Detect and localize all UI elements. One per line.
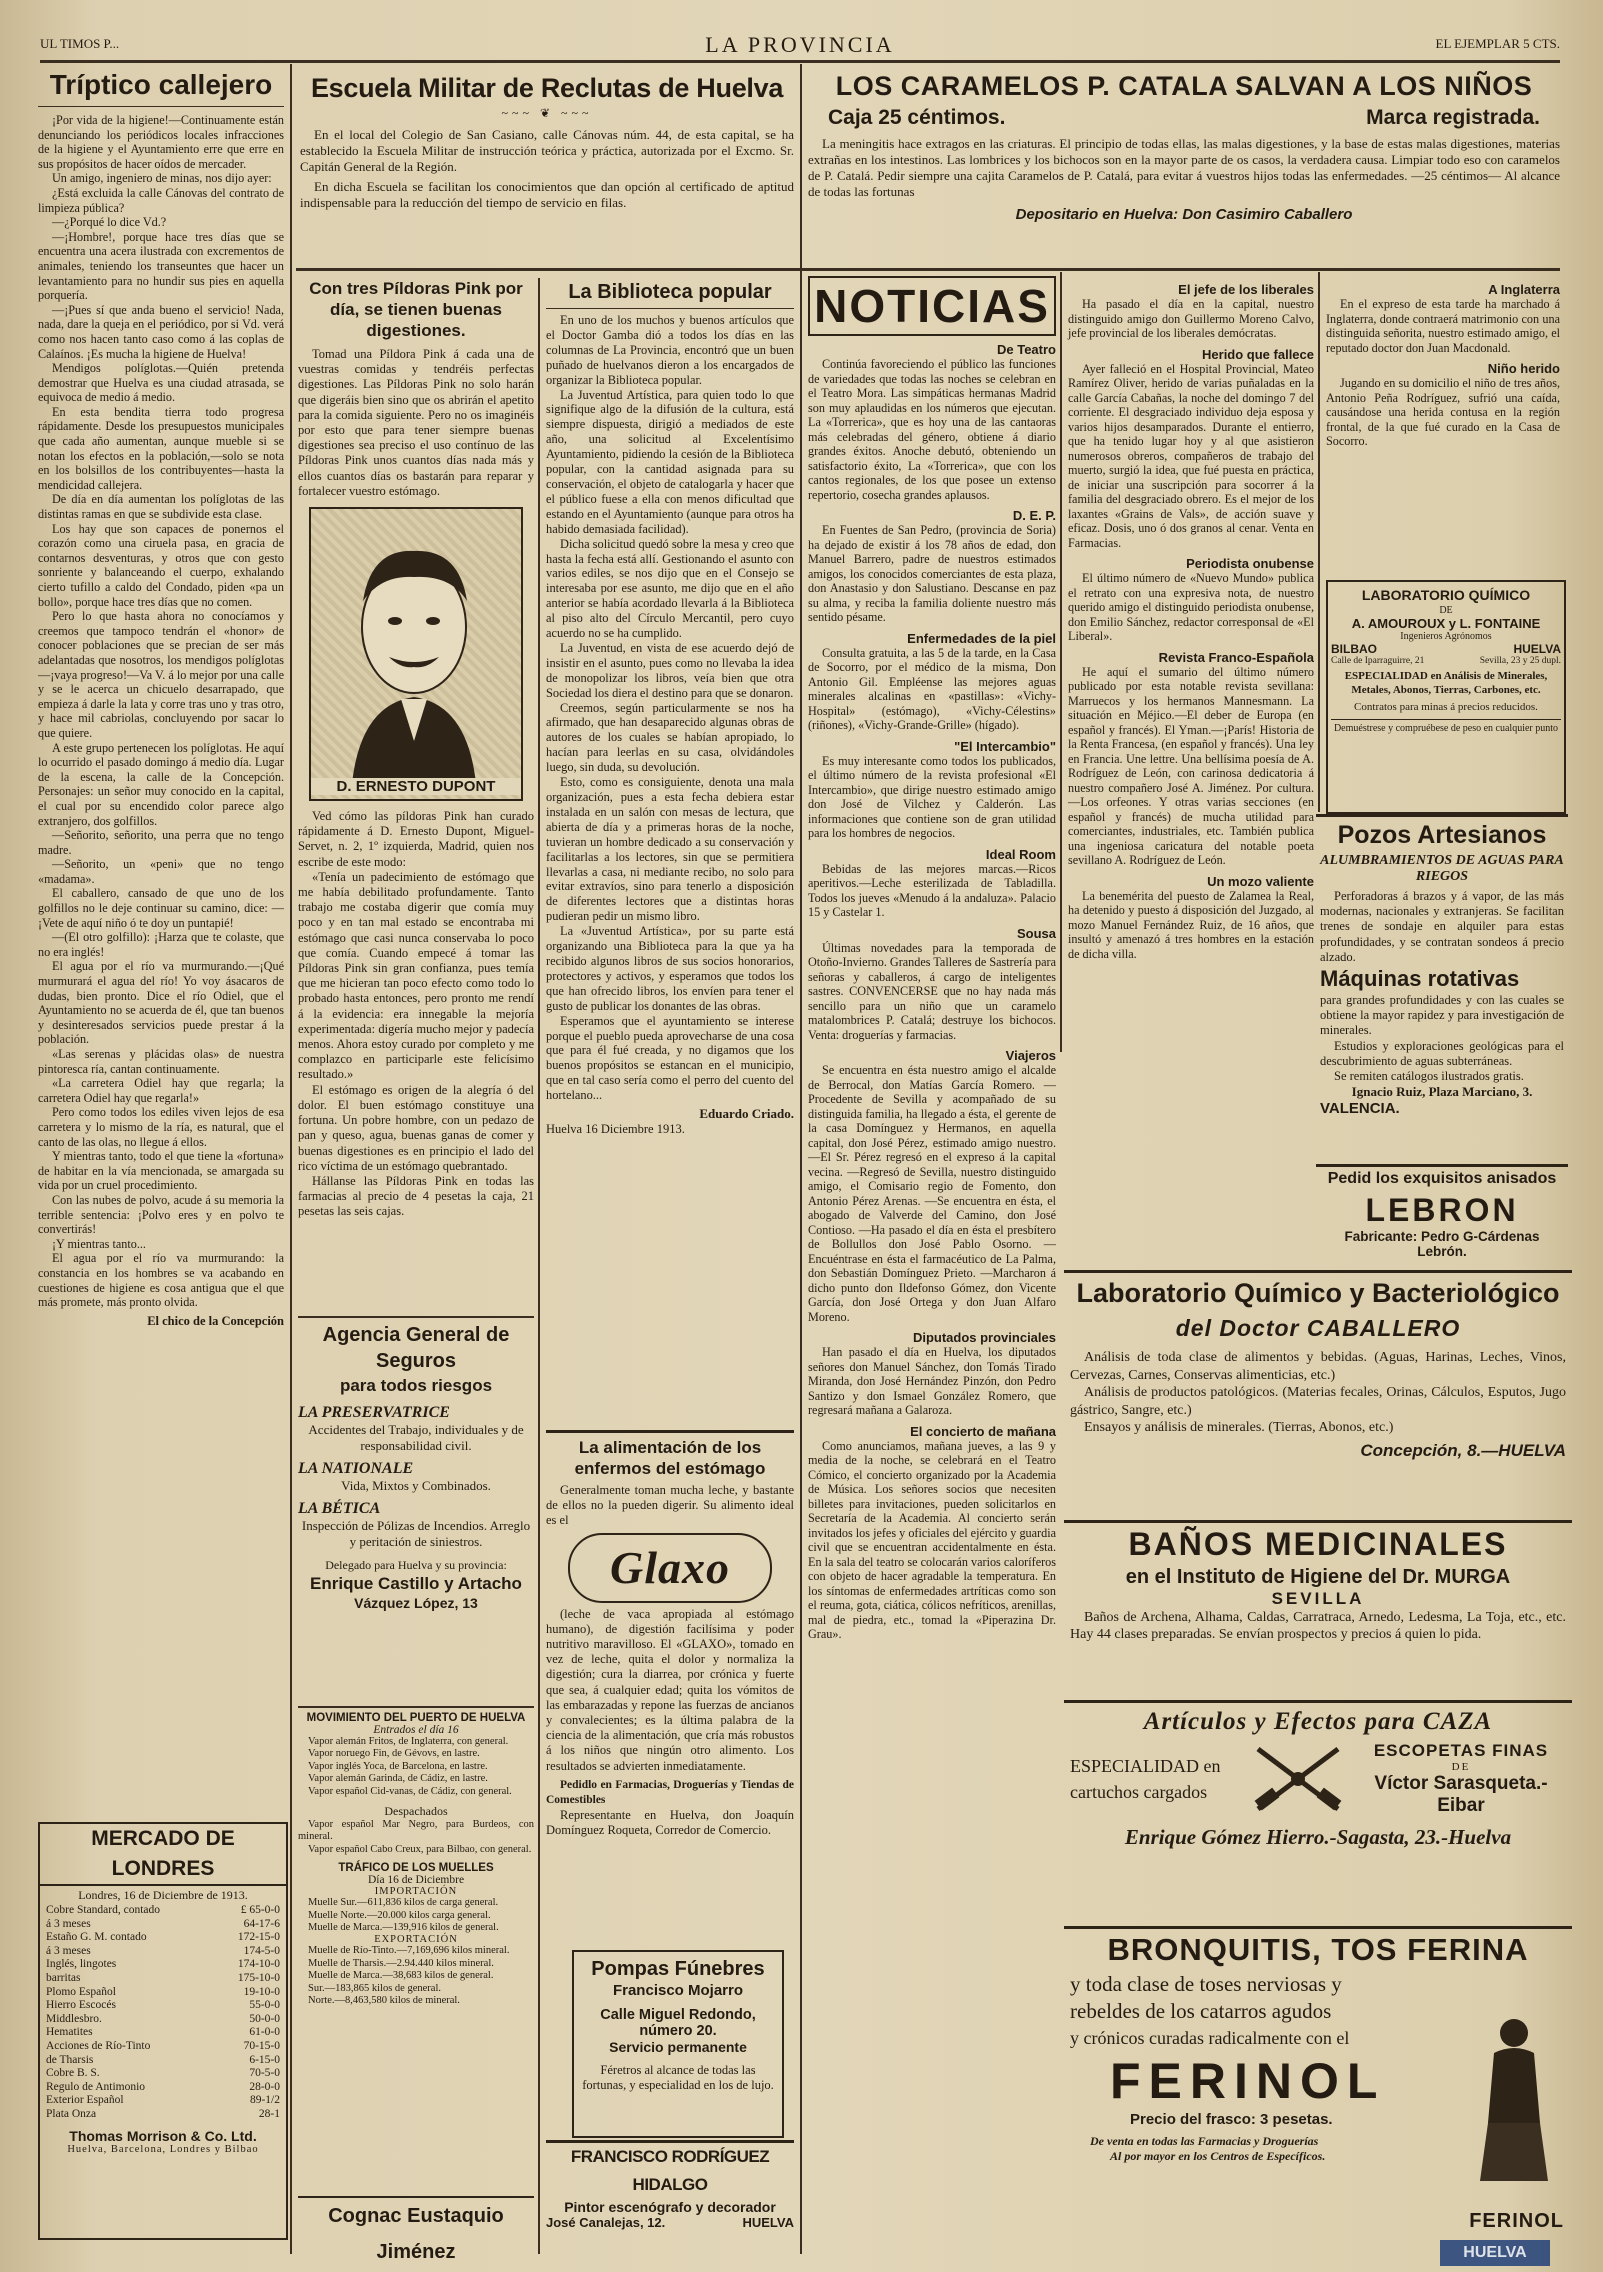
lebron-pre: Pedid los exquisitos anisados [1327, 1170, 1557, 1187]
caballero-ad [1064, 1270, 1572, 1509]
column-rule [538, 278, 540, 2254]
mercado-firm: Thomas Morrison & Co. Ltd. [69, 2127, 257, 2144]
mercado-row [46, 1972, 280, 1986]
caza-dealer: Enrique Gómez Hierro.-Sagasta, 23.-Huelva [1124, 1825, 1512, 1849]
col5-items [1068, 282, 1314, 961]
triptico-paragraph: Mendigos políglotas.—Quién pretenda demostrar que Huelva es una ciudad atrasada, se equivoca de medio á medio. [38, 361, 284, 405]
mercado-label: Hierro Escocés [46, 1999, 116, 2012]
biblioteca-paragraph: Esperamos que el ayuntamiento se interese porque el pueblo pueda aprovecharse de una cosa que para él fué creada, y no digamos que los buenos propósitos se estancan en el municipio, que en tal caso sería como el perro del cuento del hortelano... [546, 1013, 794, 1103]
col6-news [1326, 276, 1560, 566]
glaxo-logo [568, 1533, 772, 1603]
mercado-label: Hematites [46, 2026, 93, 2039]
triptico-signature: El chico de la Concepción [147, 1313, 284, 1328]
agencia-title: Agencia General de Seguros [322, 1324, 510, 1372]
amouroux-esp: ESPECIALIDAD en Análisis de Minerales, Metales, Abonos, Tierras, Carbones, etc. [1344, 670, 1548, 696]
mercado-label: Cobre Standard, contado [46, 1904, 161, 1916]
pozos-title: Pozos Artesianos [1337, 821, 1547, 849]
triptico-paragraph: «Las serenas y plácidas olas» de nuestra pintoresca ría, cantan continuamente. [38, 1047, 284, 1076]
triptico-paragraph: «La carretera Odiel hay que regarla; la carretera Odiel hay que regarla!» [38, 1076, 284, 1105]
masthead-rule [40, 60, 1560, 63]
puerto-line: Muelle de Marca.—139,916 kilos de general. [308, 1922, 499, 1934]
triptico-paragraph: Pero como todos los ediles viven lejos de esa carretera y lo mismo de la ría, es natural, que el canto de las olas, no llegue á ellos. [38, 1105, 284, 1149]
mercado-value: 174-5-0 [243, 1944, 280, 1957]
ferinol-text3: y crónicos curadas radicalmente con el [1070, 2028, 1350, 2048]
lebron-ad [1316, 1164, 1568, 1267]
escuela-article [300, 66, 794, 272]
pink-p2: Ved cómo las píldoras Pink han curado rápidamente á D. Ernesto Dupont, Miguel-Servet, n. 2, 1º izquierda, Madrid, quien nos escribe de este modo: [298, 809, 534, 869]
column-rule [1060, 272, 1062, 1052]
amouroux-addrs [1331, 656, 1561, 666]
triptico-paragraph: El agua por el río va murmurando: la constancia en los hombres se va acabando en cuestiones de higiene es cosa antigua que el que más promete, más pronto olvida. [38, 1251, 284, 1310]
hidalgo-address-row [546, 2215, 794, 2230]
caballero-address: Concepción, 8.—HUELVA [1360, 1440, 1566, 1460]
ferinol-venta1: De venta en todas las Farmacias y Droguerías [1090, 2134, 1319, 2148]
puerto-line: Vapor español Cid-vanas, de Cádiz, con general. [308, 1785, 512, 1797]
news-text: El último número de «Nuevo Mundo» publica el retrato con una expresiva nota, de nuestro querido amigo el distinguido periodista onubense, don Emilio Sánchez, redactor corresponsal de «El Liberal». [1068, 571, 1314, 643]
catala-title: LOS CARAMELOS P. CATALA SALVAN A LOS NIÑOS [835, 71, 1533, 101]
glaxo-intro: Generalmente toman mucha leche, y bastante de ellos no la pueden digerir. Su alimento ideal es el [546, 1483, 794, 1528]
mercado-value: 6-15-0 [249, 2053, 280, 2066]
exportacion-title: EXPORTACIÓN [374, 1934, 458, 1946]
caza-de: DE [1451, 1761, 1471, 1773]
trafico-date: Día 16 de Diciembre [367, 1874, 465, 1887]
news-head: Enfermedades de la piel [907, 630, 1056, 646]
company-name: LA NATIONALE [298, 1460, 414, 1477]
biblioteca-paragraph: Esto, como es consiguiente, denota una mala organización, pues a esta fecha debiera estar instalada en un salón con mesas de lectura, que abierta de día y a primeras horas de la noche, tuvieran un hombre dedicado a su conservación y facilitarlas a los lectores, sin que se permitiera llevarlas a casa, ni mediante recibo, no solo para evitar extravíos, sino para tenerlo a disposición de diferentes lectores que a distintas horas pudieran pedir un mismo libro. [546, 775, 794, 924]
mercado-row [46, 2054, 280, 2068]
mercado-cities: Huelva, Barcelona, Londres y Bilbao [67, 2143, 259, 2155]
news-head: Viajeros [1005, 1048, 1056, 1063]
puerto-subtitle: Entrados el día 16 [373, 1724, 459, 1736]
news-text: La benemérita del puesto de Zalamea la Real, ha detenido y puesto á disposición del Juzgado, al mozo Manuel Fernández Ruiz, de 16 años, que insultó y amenazó á tres hombres en la estación de dicha villa. [1068, 888, 1314, 961]
company-name: LA PRESERVATRICE [298, 1404, 450, 1421]
triptico-paragraph: Un amigo, ingeniero de minas, nos dijo ayer: [52, 171, 272, 186]
caza-ad [1064, 1700, 1572, 1921]
puerto-line: Norte.—8,463,580 kilos de mineral. [308, 1995, 460, 2007]
caballero-line: Análisis de productos patológicos. (Materias fecales, Orinas, Cálculos, Esputos, Jugo gástrico, Sangre, etc.) [1070, 1385, 1566, 1418]
agencia-delegado: Delegado para Huelva y su provincia: [325, 1558, 507, 1572]
caza-right [1356, 1741, 1566, 1817]
mercado-label: Plata Onza [46, 2107, 97, 2120]
mercado-label: Cobre B. S. [46, 2067, 100, 2080]
glaxo-body: (leche de vaca apropiada al estómago humano), de digestión facilísima y poder nutritivo maravilloso. El «GLAXO», tomado en vez de leche, quita el dolor y normaliza la digestión; cura la diarrea, por crónica y fuerte que sea, á cualquier edad; quita los vómitos de las embarazadas y repone las fuerzas de ancianos y convalecientes; es la última palabra de la ciencia de la alimentación, que cría más robustos á los niños que ningún otro alimento. Los resultados se advierten inmediatamente. [546, 1606, 794, 1773]
hidalgo-ad [546, 2140, 794, 2239]
biblioteca-body [546, 313, 794, 1103]
pozos-ad [1316, 814, 1568, 1157]
ferinol-ad [1064, 1926, 1572, 2239]
puerto-importacion [298, 1897, 534, 1934]
triptico-paragraph: —¿Porqué lo dice Vd.? [52, 215, 167, 230]
mercado-label: Exterior Español [46, 2094, 124, 2107]
mercado-value: 174-10-0 [237, 1958, 280, 1971]
caza-left [1070, 1753, 1240, 1805]
caza-row [1070, 1741, 1566, 1817]
noticias-title: NOTICIAS [808, 276, 1056, 336]
mercado-title: MERCADO DE LONDRES [40, 1824, 286, 1886]
news-text: Continúa favoreciendo el público las funciones de variedades que todas las noches se celebran en el Teatro Mora. Las simpáticas hermanas Madrid son muy aplaudidas en los números que ejecutan. La «Torrerica», que es hoy una de las cantaoras más celebradas del género, obtiene á diario grandes éxitos. Anoche debutó, obteniendo un satisfactorio éxito, La «Torrerica», que con los cantos regionales, de los que posee un extenso repertorio, cosecha grandes aplausos. [808, 357, 1056, 502]
news-head: De Teatro [997, 342, 1056, 357]
mercado-label: Acciones de Río-Tinto [46, 2039, 151, 2052]
caballero-sub: del Doctor CABALLERO [1175, 1315, 1461, 1341]
news-head: Un mozo valiente [1207, 873, 1314, 889]
ferinol-text1: y toda clase de toses nerviosas y [1070, 1972, 1342, 1996]
catala-caja: Caja 25 céntimos. [828, 106, 1006, 129]
triptico-paragraph: Los hay que son capaces de ponernos el corazón como una ciruela pasa, en gracia de contarnos desventuras, y otros que con gesto sonriente y balanceando el cuerpo, exhalando cierto tufillo a caldo del Condado, piden «pa un bollo», porque hace tres días que no comen. [38, 521, 284, 609]
puerto-line: Sur.—183,865 kilos de general. [308, 1982, 441, 1994]
mercado-row [46, 1931, 280, 1945]
news-text: En Fuentes de San Pedro, (provincia de Soria) ha dejado de existir á los 78 años de edad, don Manuel Barrero, padre de nuestros estimados amigos, los conocidos comerciantes de esta plaza, don Anastasio y don Salustiano. Descanse en paz su alma, y reciba la familia doliente nuestro más sentido pésame. [808, 523, 1056, 624]
addr-right: Sevilla, 23 y 25 dupl. [1479, 656, 1561, 666]
ferinol-name: FERINOL [1110, 2053, 1386, 2109]
hidalgo-address: José Canalejas, 12. [546, 2215, 666, 2230]
biblioteca-paragraph: La «Juventud Artística», por su parte está organizando una Biblioteca para la que ya ha recibido algunos libros de sus socios honorarios, protectores y activos, y esperamos que todos los que han ofrecido libros, los envíen para tener el gusto de publicar los donantes de las obras. [546, 924, 794, 1013]
ferinol-text2: rebeldes de los catarros agudos [1070, 1999, 1332, 2023]
agencia-address: Vázquez López, 13 [354, 1595, 478, 1611]
biblioteca-article [546, 278, 794, 1418]
agencia-name: Enrique Castillo y Artacho [310, 1574, 522, 1593]
murga-city: SEVILLA [1271, 1589, 1365, 1608]
puerto-line: Vapor español Mar Negro, para Burdeos, con mineral. [298, 1819, 534, 1843]
news-head: Diputados provinciales [912, 1330, 1056, 1345]
amouroux-cities [1331, 642, 1561, 656]
triptico-paragraph: —(El otro golfillo): ¡Harza que te colaste, que no era inglés! [38, 930, 284, 959]
mercado-value: 70-15-0 [243, 2039, 280, 2052]
news-head: Herido que fallece [1202, 346, 1314, 362]
mercado-label: barritas [46, 1971, 81, 1984]
mercado-label: Inglés, lingotes [46, 1958, 117, 1971]
triptico-paragraph: Con las nubes de polvo, acude á su memoria la terrible sentencia: ¡Polvo eres y en polvo te convertirás! [38, 1192, 284, 1237]
biblioteca-paragraph: La Juventud Artística, para quien todo lo que signifique algo de la difusión de la cultura, está siempre dispuesta, dirigió a mediados de este año, una solicitud al Excelentísimo Ayuntamiento, pidiendo la cesión de la Biblioteca popular, con la cantidad asignada para su conservación, el objeto de catalogarla y hacer que el público fuese a ella con menos dificultad que estando en el Ayuntamiento (aunque para otros ha habido demasiada facilidad). [546, 387, 794, 536]
column-rule [290, 64, 292, 2254]
biblioteca-paragraph: Dicha solicitud quedó sobre la mesa y creo que hasta la fecha está allí. Gestionando el asunto con varios ediles, se nos dijo que en el Consejo se interesaba por ese asunto, me dijo que en el año anterior se había acordado llevarla á la Biblioteca al piso alto del Círculo Mercantil, pero cuyo acuerdo no se ha cumplido. [546, 536, 794, 641]
pozos-maquinas: Máquinas rotativas [1320, 966, 1520, 992]
archive-watermark: HUELVA [1440, 2240, 1550, 2266]
triptico-body [38, 113, 284, 1310]
news-text: Es muy interesante como todos los publicados, el último número de la revista profesional «El Intercambio», que dirige nuestro estimado amigo don José de Vilchez y Calderón. Las informaciones que contiene son de gran utilidad para los hombres de negocios. [808, 753, 1056, 840]
pozos-maquinas-rest: para grandes profundidades y con las cuales se obtiene la mayor rapidez y para investigación de minerales. [1320, 993, 1564, 1038]
puerto-line: Muelle de Tharsis.—2.94.440 kilos mineral. [308, 1957, 494, 1969]
caballero-line: Ensayos y análisis de minerales. (Tierras, Abonos, etc.) [1084, 1420, 1394, 1435]
triptico-paragraph: ¡Y mientras tanto... [52, 1236, 146, 1251]
puerto-article [298, 1706, 534, 2186]
catala-rule [800, 268, 1560, 271]
escuela-rule [296, 268, 800, 271]
news-head: A Inglaterra [1488, 282, 1560, 297]
puerto-line: Muelle Sur.—611,836 kilos de carga general. [308, 1897, 499, 1909]
mercado-row [46, 2026, 280, 2040]
biblioteca-paragraph: En uno de los muchos y buenos artículos que el Doctor Gamba dió a todos los días en las columnas de La Provincia, encontró que un buen puñado de huelvanos dieron a los encargados de organizar la Biblioteca popular. [546, 313, 794, 387]
mercado-row [46, 1999, 280, 2013]
mercado-row [46, 1904, 280, 1918]
puerto-line: Vapor español Cabo Creux, para Bilbao, con general. [308, 1843, 532, 1855]
catala-text: La meningitis hace extragos en las criaturas. El principio de todas ellas, las malas digestiones, y la base de estas malas digestiones, materias extrañas en los intestinos. Las lombrices y los bichocos son en la mayor parte de os casos, la verdadera causa. Limpiar todo eso con caramelos de P. Catalá. Pedir siempre una cajita Caramelos de P. Catalá, para evitar á vuestros hijos todas las enfermedades. —25 céntimos— Al alcance de todas las fortunas [808, 136, 1560, 199]
woman-figure-icon [1474, 2013, 1554, 2183]
pozos-name: Ignacio Ruiz, Plaza Marciano, 3. [1351, 1084, 1533, 1100]
murga-sub: en el Instituto de Higiene del Dr. MURGA [1125, 1566, 1511, 1588]
news-text: Bebidas de las mejores marcas.—Ricos aperitivos.—Leche esterilizada de Tabladilla. Todos los jueves «Menudo á la andaluza». Palacio 15 y Castelar 1. [808, 861, 1056, 919]
divider [298, 1706, 534, 1708]
triptico-paragraph: —¡Pues sí que anda bueno el servicio! Nada, nada, dare la queja en el periódico, por si Vd. verá como nos hacen tanto caso como á las coplas de Calaínos. ¡Es mucha la higiene de Huelva! [38, 302, 284, 361]
news-head: Niño herido [1487, 361, 1560, 376]
puerto-exportacion [298, 1945, 534, 2007]
lebron-name: LEBRON [1365, 1192, 1519, 1228]
triptico-paragraph: ¿Está excluida la calle Cánovas del contrato de limpieza pública? [38, 185, 284, 215]
mercado-row [46, 1945, 280, 1959]
cognac-text: Cognac Eustaquio Jiménez [328, 2205, 504, 2263]
caballero-title: Laboratorio Químico y Bacteriológico [1076, 1278, 1560, 1308]
divider [298, 1316, 534, 1318]
mercado-row [46, 2067, 280, 2081]
pozos-text2: Estudios y exploraciones geológicas para el descubrimiento de aguas subterráneas. [1320, 1038, 1564, 1068]
mercado-value: 172-15-0 [237, 1931, 280, 1944]
mercado-row [46, 2081, 280, 2095]
pompas-ad [572, 1950, 784, 2138]
pink-title: Con tres Píldoras Pink por día, se tienen buenas digestiones. [309, 279, 523, 340]
mercado-row [46, 2013, 280, 2027]
puerto-line: Muelle de Río-Tinto.—7,169,696 kilos mineral. [308, 1945, 510, 1957]
escuela-p1: En el local del Colegio de San Casiano, calle Cánovas núm. 44, de esta capital, se ha establecido la Escuela Militar de instrucción teórica y práctica, autorizada por el Excmo. Sr. Capitán General de la Región. [300, 127, 794, 174]
mercado-row [46, 1958, 280, 1972]
puerto-line: Muelle de Marca.—38,683 kilos de general. [308, 1970, 494, 1982]
amouroux-names: A. AMOUROUX y L. FONTAINE [1351, 616, 1541, 631]
mercado-box [38, 1822, 288, 2240]
news-text: Se encuentra en ésta nuestro amigo el alcalde de Berrocal, don Matías García Romero. —Procedente de Sevilla y acompañado de su distinguida familia, ha llegado a ésta, el gerente de la casa Domínguez y Hermanos, en aquella capital, don José Pérez, estimado amigo nuestro. —El Sr. Pérez regresó en el expreso á la capital vecina. —Regresó de Sevilla, nuestro distinguido amigo, el Comisario regio de Fomento, don Antonio Pérez Arenas. —Se encuentra en ésta, el abogado de Valverde del Camino, don José Contioso. —Ha pasado el día en ésta el presbítero de Bollullos don José Pablo Osorno. —Encuéntrase en ésta el farmacéutico de La Palma, don Sebastián Domínguez Prieto. —Marcharon á dicho punto don Ildefonso Gómez, don Vicente García, don José Ortega y don Juan Alfaro Moreno. [808, 1063, 1056, 1324]
pink-p1: Tomad una Píldora Pink á cada una de vuestras comidas y tendréis perfectas digestiones. Las Píldoras Pink no solo harán que digeráis bien sino que os abrirán el apetito para la comida siguiente. Pero no os imaginéis por esto que para tener siempre buenas digestiones sea preciso el uso contínuo de las Píldoras Pink unos cuantos días nada más y ellos cuantos días os bastarán para reparar y fortalecer vuestro estómago. [298, 347, 534, 498]
masthead-right-ear: EL EJEMPLAR 5 CTS. [1435, 36, 1560, 51]
caballero-line: Análisis de toda clase de alimentos y bebidas. (Aguas, Harinas, Leches, Vinos, Cervezas, Carnes, Conservas alimenticias, etc.) [1070, 1350, 1566, 1383]
catala-depositario: Depositario en Huelva: Don Casimiro Caballero [1015, 206, 1353, 223]
caza-title: Artículos y Efectos para CAZA [1143, 1708, 1493, 1735]
mercado-row [46, 1918, 280, 1932]
news-text: Últimas novedades para la temporada de Otoño-Invierno. Grandes Talleres de Sastrería para señoras y caballeros, á cargo de inteligentes sastres. CONVENCERSE que no hay nada más sencillo para un niño que un caramelo matalombrices P. Catalá; destruye los bichocos. Venta: droguerías y farmacias. [808, 940, 1056, 1042]
news-text: Ha pasado el día en la capital, nuestro distinguido amigo don Guillermo Moreno Calvo, jefe provincial de los liberales demócratas. [1068, 297, 1314, 340]
pozos-city: VALENCIA. [1320, 1100, 1400, 1118]
puerto-entradas [298, 1736, 534, 1798]
puerto-line: Vapor alemán Garinda, de Cádiz, en lastre. [308, 1773, 488, 1785]
triptico-paragraph: Y mientras tanto, todo el que tiene la «fortuna» de habitar en la vía mencionada, se amargada su vida por un cruel procedimiento. [38, 1149, 284, 1193]
column-rule [800, 64, 802, 2254]
mercado-label: de Tharsis [46, 2053, 94, 2066]
company-desc: Vida, Mixtos y Combinados. [341, 1478, 491, 1493]
mercado-row [46, 2108, 280, 2122]
mercado-value: £ 65-0-0 [240, 1904, 280, 1916]
pompas-address: Calle Miguel Redondo, número 20. [600, 2007, 756, 2039]
news-head: "El Intercambio" [954, 738, 1056, 754]
ferinol-venta2: Al por mayor en los Centros de Específicos. [1110, 2149, 1326, 2163]
caza-escopetas: ESCOPETAS FINAS [1373, 1741, 1549, 1760]
hidalgo-city: HUELVA [742, 2215, 794, 2230]
glaxo-logo-text: Glaxo [610, 1542, 730, 1594]
mercado-value: 61-0-0 [249, 2026, 280, 2039]
glaxo-title: La alimentación de los enfermos del estómago [574, 1438, 766, 1478]
news-head: Ideal Room [985, 846, 1056, 862]
ferinol-price: Precio del frasco: 3 pesetas. [1130, 2111, 1333, 2128]
cognac-ad [298, 2196, 534, 2263]
news-text: Ayer falleció en el Hospital Provincial, Mateo Ramírez Oliver, herido de varias puñaladas en la calle García Cabañas, la noche del domingo 7 del corriente. El desgraciado individuo deja esposa y varios hijos desamparados. Durante el entierro, que ha tenido lugar hoy y al que asistieron numerosos obreros, compañeros de trabajo del muerto, surgió la idea, que fué puesta en práctica, de iniciar una suscripción para socorrer á la familia del desgraciado obrero. Es el mejor de los laxantes «Grains de Vals», de acción suave y eficaz. Dosis, uno ó dos granos al cenar. Venta en Farmacias. [1068, 361, 1314, 550]
news-head: El jefe de los liberales [1178, 282, 1314, 297]
addr-left: Calle de Iparraguirre, 21 [1331, 656, 1425, 666]
amouroux-bottom: Demuéstrese y compruébese de peso en cualquier punto [1331, 719, 1561, 734]
amouroux-de: DE [1439, 605, 1453, 616]
city-right: HUELVA [1513, 642, 1561, 656]
despachados-title: Despachados [384, 1804, 448, 1819]
mercado-label: Estaño G. M. contado [46, 1931, 147, 1944]
triptico-paragraph: A este grupo pertenecen los políglotas. He aquí lo ocurrido el pasado domingo á medio día. Lugar de la escena, la calle de la Concepción. Personajes: un señor muy conocido en la capital, el cual por su encendido color parece algo extranjero, dos golfillos. [38, 740, 284, 828]
triptico-paragraph: De día en día aumentan los políglotas de las distintas ramas en que se subdivide esta clase. [38, 492, 284, 522]
caza-maker: Víctor Sarasqueta.-Eibar [1374, 1773, 1548, 1816]
escuela-title: Escuela Militar de Reclutas de Huelva [310, 73, 784, 103]
news-text: Jugando en su domicilio el niño de tres años, Antonio Peña Rodríguez, sufrió una caída, causándose una herida contusa en la región frontal, de la que fué curado en la Casa de Socorro. [1326, 376, 1560, 448]
glaxo-pedidos: Pedidlo en Farmacias, Droguerías y Tiendas de Comestibles [546, 1778, 794, 1807]
triptico-paragraph: —Señorito, un «peni» que no tengo «madama». [38, 857, 284, 886]
pink-ad [298, 278, 534, 1278]
biblioteca-paragraph: La Juventud, en vista de ese acuerdo dejó de insistir en el asunto, pues como no llevaba la idea de monopolizar los libros, veía bien que otra Sociedad los diera el destino para que se donaron. [546, 640, 794, 700]
triptico-paragraph: El caballero, cansado de que uno de los golfillos no le deje continuar su camino, dice: —¡Vete de aquí niño ó te doy un puntapié! [38, 886, 284, 930]
news-text: Han pasado el día en Huelva, los diputados señores don Manuel Sánchez, don Tomás Tirado Miranda, don José Hernández Pinzón, don Pedro Santizo y don Ismael González Romero, que regresará mañana a Galaroza. [808, 1345, 1056, 1417]
mercado-value: 55-0-0 [249, 1999, 280, 2012]
hidalgo-job: Pintor escenógrafo y decorador [564, 2199, 776, 2215]
mercado-value: 28-0-0 [249, 2080, 280, 2093]
trafico-title: TRÁFICO DE LOS MUELLES [338, 1862, 494, 1875]
news-text: En el expreso de esta tarde ha marchado á Inglaterra, donde contraerá matrimonio con una distinguida señorita, nuestro estimado amigo, el reputado doctor don Juan Macdonald. [1326, 297, 1560, 355]
noticias-items [808, 342, 1056, 1642]
catala-ad [808, 66, 1560, 266]
triptico-paragraph: En esta bendita tierra todo progresa rápidamente. Desde los presupuestos municipales que cada año aumentan, aunque mueble si se notan los efectos en la población,—solo se nota en los bolsillos de los contribuyentes—hasta la mendicidad callejera. [38, 404, 284, 492]
news-head: D. E. P. [1012, 508, 1056, 523]
ornament: ~~~ ❦ ~~~ [501, 106, 593, 120]
puerto-despachados [298, 1819, 534, 1856]
noticias-column [808, 276, 1056, 2236]
agencia-ad [298, 1316, 534, 1696]
triptico-title: Tríptico callejero [49, 69, 273, 100]
ferinol-title: BRONQUITIS, TOS FERINA [1107, 1932, 1529, 1967]
pompas-text: Féretros al alcance de todas las fortunas, y especialidad en los de lujo. [582, 2063, 774, 2092]
mercado-value: 70-5-0 [249, 2067, 280, 2080]
biblioteca-paragraph: Creemos, según particularmente se nos ha afirmado, que han desaparecido algunas obras de autores de los cuales se habían apropiado, lo hacían para leerlas en su casa, olvidándoles luego, sin duda, su devolución. [546, 700, 794, 775]
divider [38, 106, 284, 107]
mercado-row [46, 1986, 280, 2000]
news-head: Periodista onubense [1186, 556, 1314, 571]
biblioteca-dateline: Huelva 16 Diciembre 1913. [546, 1122, 685, 1137]
triptico-paragraph: —Señorito, señorito, una perra que no tengo madre. [38, 828, 284, 857]
mercado-value: 175-10-0 [237, 1971, 280, 1984]
mercado-value: 89-1/2 [249, 2094, 280, 2107]
company-desc: Accidentes del Trabajo, individuales y de responsabilidad civil. [308, 1422, 524, 1453]
mercado-label: Regulo de Antimonio [46, 2080, 146, 2093]
mercado-row [46, 2040, 280, 2054]
pompas-service: Servicio permanente [609, 2039, 747, 2055]
puerto-line: Vapor inglés Yoca, de Barcelona, en lastre. [308, 1760, 488, 1772]
importacion-title: IMPORTACIÓN [374, 1886, 458, 1898]
biblioteca-signature: Eduardo Criado. [699, 1106, 794, 1122]
triptico-paragraph: ¡Por vida de la higiene!—Continuamente están denunciando los periódicos locales infracciones de la higiene y el Ayuntamiento erre que erre en sus propósitos de hacer oídos de mercader. [38, 113, 284, 171]
portrait-figure [311, 509, 517, 795]
portrait-caption: D. ERNESTO DUPONT [311, 778, 521, 795]
catala-marca: Marca registrada. [1366, 106, 1540, 129]
escuela-p2: En dicha Escuela se facilitan los conocimientos que dan opción al certificado de aptitud indispensable para la reducción del tiempo de servicio en filas. [300, 179, 794, 210]
ferinol-brand: FERINOL [1469, 2210, 1564, 2232]
biblioteca-title: La Biblioteca popular [568, 281, 772, 303]
triptico-paragraph: El agua por el río va murmurando.—¡Qué murmurará el agua del río! Yo voy ásacaros de dudas, bien pronto. Dice el río Odiel, que el Ayuntamiento no se acuerda de él, que tan buenos y desinteresados servicios puede prestar á la población. [38, 959, 284, 1047]
dupont-portrait [309, 507, 523, 801]
mercado-label: á 3 meses [46, 1917, 91, 1930]
puerto-line: Vapor alemán Fritos, de Inglaterra, con general. [308, 1736, 509, 1747]
pozos-text: Perforadoras á brazos y á vapor, de las más modernas, nacionales y extranjeras. Se facilitan trenes de sondaje en alquiler para estas profundidades, y se contratan sondeos á precio alzado. [1320, 889, 1564, 964]
puerto-line: Muelle Norte.—20.000 kilos carga general. [308, 1909, 491, 1921]
news-text: Consulta gratuita, a las 5 de la tarde, en la Casa de Socorro, por el médico de la misma, Don Antonio Gil. Empléense las mejores aguas minerales alcalinas en «pastillas»: «Vichy-Hospital» (estómago), «Vichy-Célestins» (riñones), «Vichy-Grande-Grille» (hígado). [808, 645, 1056, 732]
triptico-paragraph: —¡Hombre!, porque hace tres días que se encuentra una acera ilustrada con excrementos de animales, teniendo los transeuntes que hacer un levantamiento para no hundir sus pies en aquella porquería. [38, 229, 284, 303]
crossed-shotguns-icon [1250, 1741, 1346, 1817]
mercado-date: Londres, 16 de Diciembre de 1913. [78, 1888, 248, 1902]
triptico-paragraph: Pero lo que hasta ahora no conocíamos y creemos que tampoco tendrán el «honor» de conocer poblaciones que se precian de ser más adelantadas que nosotros, los mendigos políglotas—¡vaya progreso!—Va V. á lo mejor por una calle y se le acerca un chicuelo desarrapado, que empieza á darle la lata y corre tras uno y tras otro, y hace mil cabriolas, concluyendo por sacar lo que quiere. [38, 609, 284, 740]
mercado-row [46, 2094, 280, 2108]
murga-text: Baños de Archena, Alhama, Caldas, Carratraca, Arnedo, Ledesma, La Toja, etc., etc. Hay 44 clases preparadas. Se envían prospectos y precios á quien lo pida. [1070, 1610, 1566, 1642]
news-head: Revista Franco-Española [1158, 649, 1314, 665]
agencia-subtitle: para todos riesgos [339, 1376, 493, 1395]
pink-p3: «Tenía un padecimiento de estómago que me había debilitado profundamente. Tanto trabajo me costaba digerir que comía muy poco y en tan mal estado se encontraba mi estómago que casi nunca conservaba lo poco que comía. Cuando empecé á tomar las Píldoras Pink sin gran confianza, pues temía que me hicieran tan poco efecto como todo lo probado hasta entonces, pero pronto me rendí á la evidencia: era innegable la mejoría experimentada: digería mucho mejor y padecía menos. Ahora estoy curado por completo y me complazco en participarle este felicísimo resultado.» [298, 869, 534, 1082]
triptico-article [38, 66, 284, 1786]
mercado-label: Plomo Español [46, 1985, 116, 1998]
pompas-title: Pompas Fúnebres [591, 1958, 765, 1980]
mercado-value: 64-17-6 [243, 1917, 280, 1930]
pink-p4: El estómago es origen de la alegría ó del dolor. El buen estómago constituye una fortuna. Un pobre hombre, con un pedazo de pan y queso, agua, buenas ganas de comer y buenas digestiones es en principio el lado del rico víctima de un estómago quebrantado. [298, 1082, 534, 1173]
catala-subrow [808, 106, 1560, 130]
murga-ad [1064, 1520, 1572, 1693]
mercado-label: á 3 meses [46, 1944, 91, 1957]
pompas-name: Francisco Mojarro [612, 1982, 744, 1999]
puerto-title: MOVIMIENTO DEL PUERTO DE HUELVA [306, 1712, 526, 1724]
pozos-sub: ALUMBRAMIENTOS DE AGUAS PARA RIEGOS [1320, 853, 1564, 884]
news-head: El concierto de mañana [910, 1423, 1056, 1439]
company-desc: Inspección de Pólizas de Incendios. Arreglo y peritación de siniestros. [301, 1518, 531, 1549]
column-rule [1318, 272, 1320, 812]
hidalgo-name: FRANCISCO RODRÍGUEZ HIDALGO [570, 2147, 770, 2194]
glaxo-rep: Representante en Huelva, don Joaquín Domínguez Roqueta, Corredor de Comercio. [546, 1808, 794, 1838]
amouroux-title: LABORATORIO QUÍMICO [1361, 587, 1531, 603]
news-text: He aquí el sumario del último número publicado por esta notable revista sevillana: Marruecos y los hermanos Mannesmann. La situación en Méjico.—El deber de Europa (en español y francés). El Yman.—¡París! Historia de la Renta Francesa, (en español y francés). Una ley en Francia. Une lettre. Una bellísima poesía de A. Rodríguez de León, con carinosa dedicatoria á nuestro compañero José A. Jiménez. Por cultura.—Los orfeones. Y otras varias secciones (en español y francés) de mucha utilidad para comerciantes, industriales, etc. También publica una ingeniosa caricatura del notable poeta sevillano A. Rodríguez de León. [1068, 664, 1314, 867]
pozos-cat: Se remiten catálogos ilustrados gratis. [1334, 1069, 1524, 1084]
murga-title: BAÑOS MEDICINALES [1128, 1526, 1508, 1562]
amouroux-ad [1326, 580, 1566, 814]
amouroux-price: Contratos para minas á precios reducidos. [1354, 701, 1538, 713]
mercado-value: 50-0-0 [249, 2012, 280, 2025]
masthead-left-ear: UL TIMOS P... [40, 36, 120, 51]
pink-p5: Hállanse las Píldoras Pink en todas las farmacias al precio de 4 pesetas la caja, 21 pesetas las seis cajas. [298, 1173, 534, 1219]
mercado-value: 19-10-0 [243, 1985, 280, 1998]
caza-esp: ESPECIALIDAD en [1070, 1756, 1221, 1776]
lebron-fab: Fabricante: Pedro G-Cárdenas Lebrón. [1344, 1229, 1540, 1259]
amouroux-sub: Ingenieros Agrónomos [1400, 631, 1492, 642]
puerto-line: Vapor noruego Fin, de Gévovs, en lastre. [308, 1748, 480, 1760]
mercado-value: 28-1 [258, 2107, 280, 2120]
news-text: Como anunciamos, mañana jueves, a las 9 y media de la noche, se celebrará en el Teatro Cómico, el concierto organizado por la Academia de Música. Los señores socios que necesiten billetes para invitaciones, pueden solicitarlos en Secretaría de la Academia. Al concierto serán invitados los jefes y oficiales del ejército y guardia civil que se encuentran accidentalmente en ésta. En la sala del teatro se colocarán varios caloríferos con objeto de hacer agradable la temperatura. En los síntomas de enfermedades artríticas como son el reuma, gota, ciática, cólicos nefríticos, arenillas, mal de piedra, etc., tomad la «Piperazina Dr. Grau». [808, 1438, 1056, 1641]
news-head: Sousa [1016, 925, 1056, 941]
mercado-label: Middlesbro. [46, 2012, 102, 2025]
company-name: LA BÉTICA [298, 1500, 381, 1517]
masthead-title: LA PROVINCIA [705, 32, 895, 57]
col6-items [1326, 282, 1560, 449]
city-left: BILBAO [1331, 642, 1377, 656]
mercado-table [40, 1904, 286, 2122]
glaxo-ad [546, 1430, 794, 1933]
caza-cart: cartuchos cargados [1070, 1782, 1208, 1802]
divider [546, 308, 794, 309]
col5-news [1068, 276, 1314, 1056]
